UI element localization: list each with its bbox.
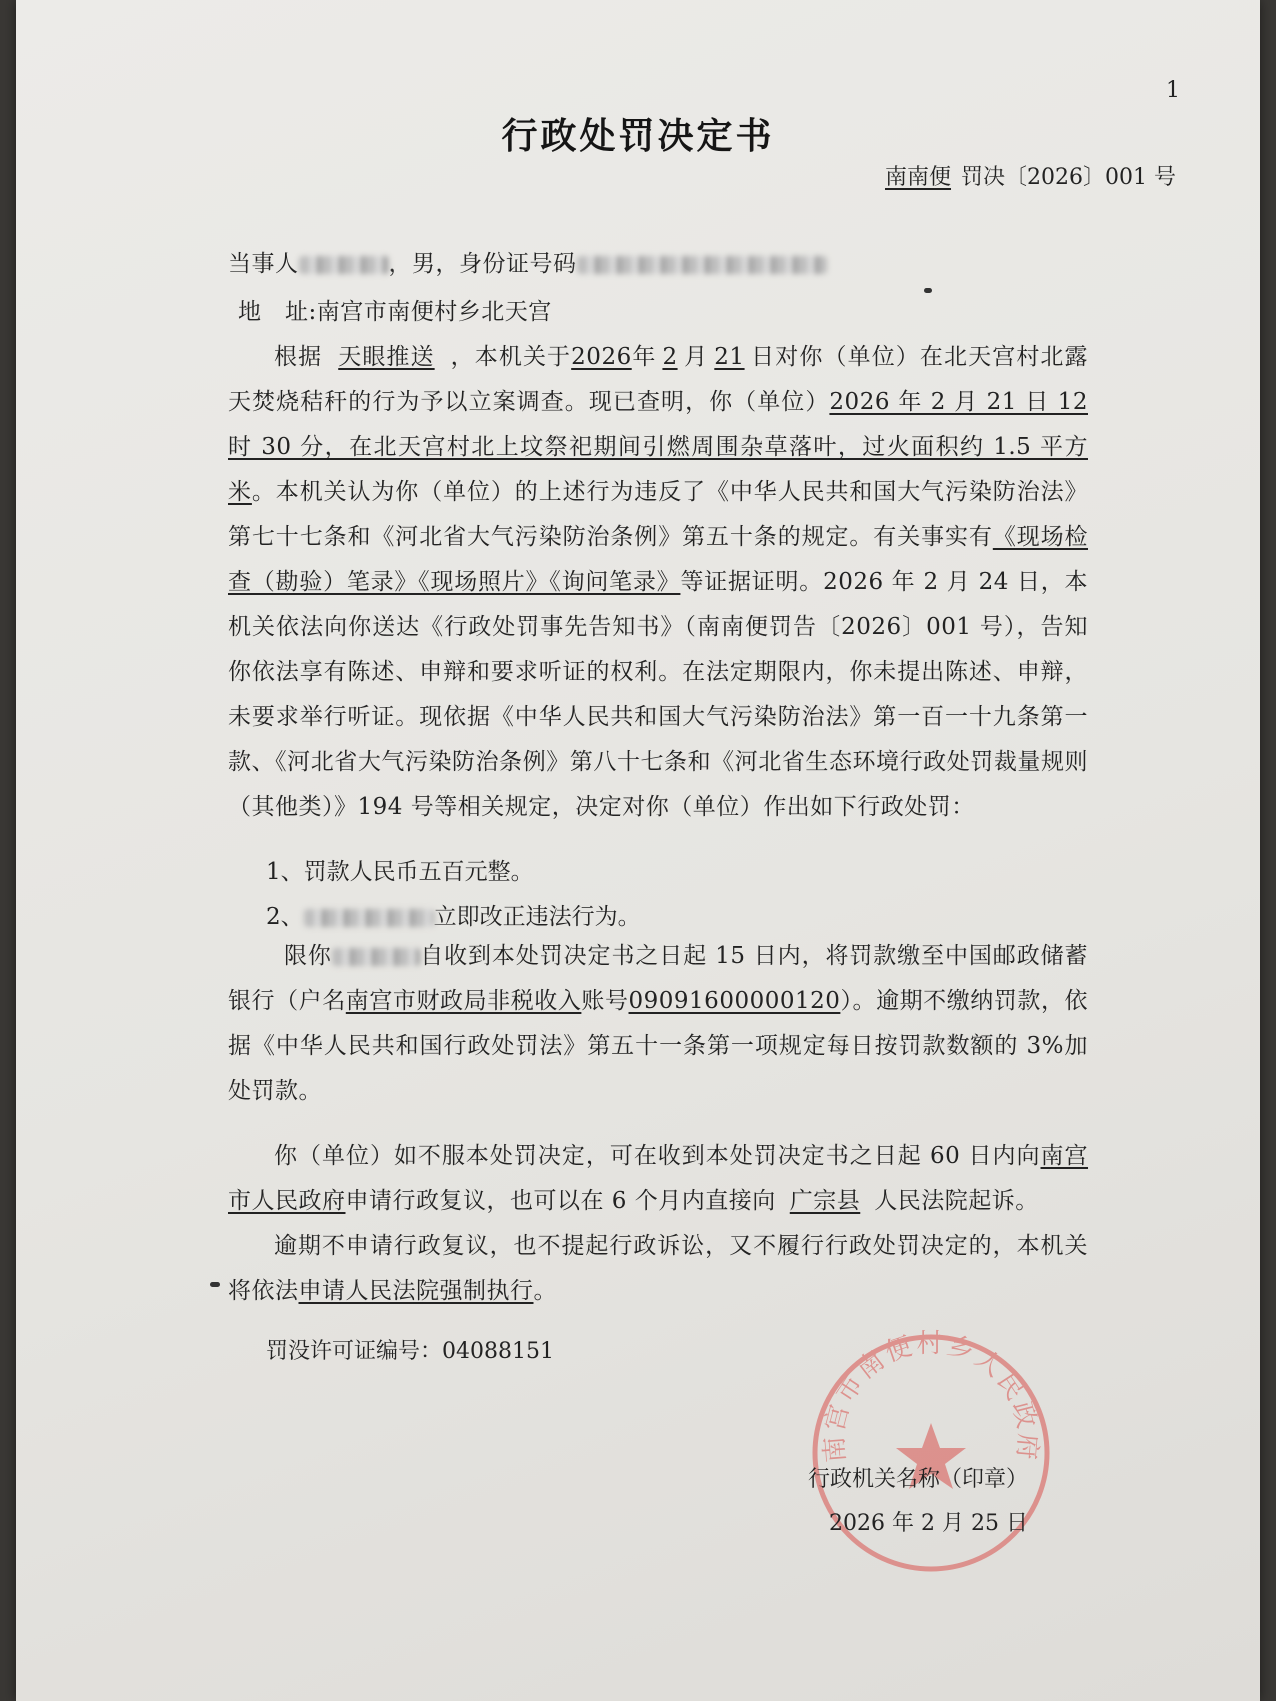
body-text: 等证据证明。2026 年 2 月 24 日，本机关依法向你送达《行政处罚事先告知书》（南南便罚告〔2026〕001 号），告知你依法享有陈述、申辩和要求听证的权利。在法定期限内，你未提出陈述、申辩，未要求举行听证。现依据《中华人民共和国大气污染防治法》第一百一十九条第一款、《河北省大气污染防治条例》第八十七条和《河北省生态环境行政处罚裁量规则（其他类）》194 号等相关规定，决定对你（单位）作出如下行政处罚：	[228, 569, 1088, 820]
agency-name: 行政机关名称（印章）	[807, 1467, 1028, 1492]
case-year: 2026	[571, 344, 632, 370]
body-text: 月	[683, 344, 709, 370]
penalty-list	[266, 850, 1086, 940]
ink-mark	[924, 288, 932, 293]
payment-text: ）。逾期不缴纳罚款，依据《中华人民共和国行政处罚法》第五十一条第一项规定每日按罚款数额的 3%加处罚款。	[228, 988, 1089, 1104]
case-source: 天眼推送	[338, 344, 435, 370]
party-line	[228, 242, 1088, 287]
account-name: 南宫市财政局非税收入	[345, 988, 582, 1014]
court-name: 广宗县	[789, 1188, 861, 1214]
case-evidence: 《现场检查（勘验）笔录》《现场照片》《询问笔录》	[228, 524, 1089, 595]
review-paragraph	[228, 1134, 1088, 1314]
redacted-text	[304, 909, 434, 927]
party-gender: ，男，身份证号码	[388, 251, 577, 277]
address-label: 地 址:	[238, 299, 317, 325]
body-text: 年	[631, 344, 657, 370]
body-text: 。本机关认为你（单位）的上述行为违反了《中华人民共和国大气污染防治法》第七十七条和《河北省大气污染防治条例》第五十条的规定。有关事实有	[228, 479, 1089, 550]
body-text: 日对你（单位）在北天宫村北露天焚烧秸秆的行为予以立案调查。现已查明，你（单位）	[228, 344, 1089, 415]
review-authority: 南宫市人民政府	[228, 1143, 1089, 1214]
penalty-item-fine: 1、罚款人民币五百元整。	[266, 859, 534, 885]
overdue-text: 逾期不申请行政复议，也不提起行政诉讼，又不履行行政处罚决定的，本机关将依法	[228, 1233, 1088, 1304]
penalty-item-number: 2、	[266, 904, 304, 930]
doc-number-prefix: 南南便	[885, 165, 952, 190]
document-number	[859, 160, 1176, 191]
payment-text: 限你	[284, 943, 332, 969]
address-line	[238, 290, 1098, 335]
case-body-paragraph	[228, 335, 1088, 830]
body-text: 根据	[274, 344, 323, 370]
address-value: 南宫市南便村乡北天宫	[316, 299, 552, 325]
ink-mark	[210, 1282, 220, 1287]
case-day: 21	[714, 344, 745, 370]
decision-date: 2026 年 2 月 25 日	[829, 1511, 1028, 1536]
case-fact: 2026 年 2 月 21 日 12 时 30 分，在北天宫村北上坟祭祀期间引燃周围杂草落叶，过火面积约 1.5 平方米	[228, 389, 1088, 505]
enforcement-text: 申请人民法院强制执行	[298, 1278, 534, 1304]
redacted-id-number	[577, 256, 827, 274]
penalty-item-text: 立即改正违法行为。	[433, 904, 641, 930]
payment-paragraph	[228, 934, 1088, 1114]
overdue-text: 。	[533, 1278, 557, 1304]
review-text: 你（单位）如不服本处罚决定，可在收到本处罚决定书之日起 60 日内向	[274, 1143, 1041, 1169]
page-number: 1	[1166, 78, 1180, 103]
body-text: ，本机关于	[450, 344, 572, 370]
document-title: 行政处罚决定书	[501, 115, 775, 157]
doc-number-suffix: 罚决〔2026〕001 号	[961, 165, 1176, 190]
party-label: 当事人	[228, 251, 299, 277]
redacted-text	[332, 948, 420, 966]
signature-block	[768, 1458, 1028, 1546]
payment-text: 账号	[581, 988, 629, 1014]
account-number: 09091600000120	[628, 988, 841, 1014]
license-number: 罚没许可证编号：04088151	[266, 1339, 554, 1364]
seal-text: 南宫市南便村乡人民政府	[819, 1329, 1043, 1464]
review-text: 申请行政复议，也可以在 6 个月内直接向	[345, 1188, 776, 1214]
review-text: 人民法院起诉。	[874, 1188, 1039, 1214]
case-month: 2	[662, 344, 678, 370]
payment-text: 自收到本处罚决定书之日起 15 日内，将罚款缴至中国邮政储蓄银行（户名	[228, 943, 1089, 1014]
document-page	[16, 0, 1260, 1701]
redacted-name	[299, 256, 389, 274]
